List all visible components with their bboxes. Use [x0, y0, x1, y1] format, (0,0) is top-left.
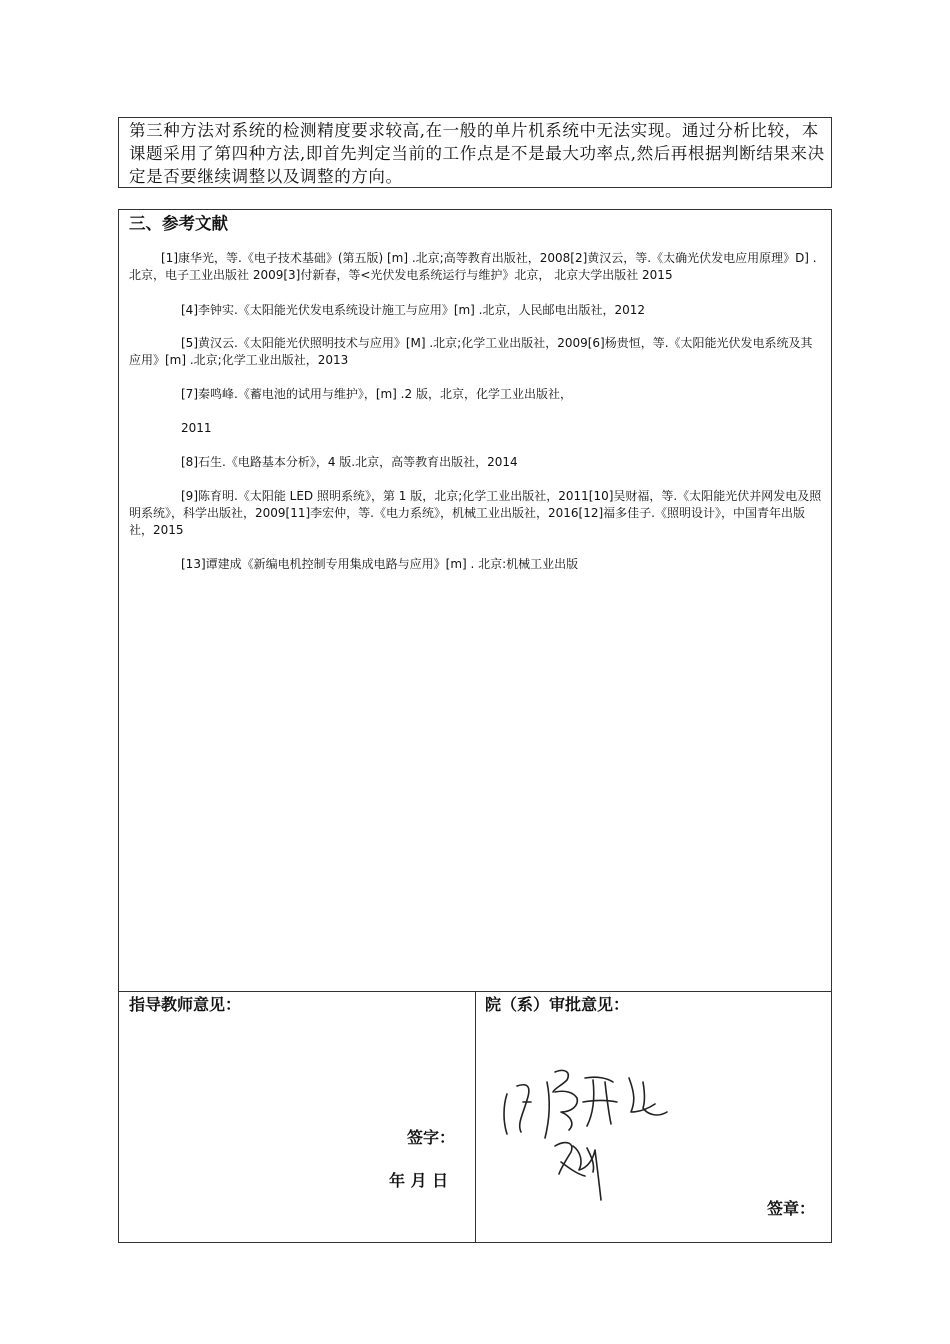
intro-paragraph-box	[118, 117, 832, 188]
signature-label: 签字：	[407, 1128, 456, 1147]
date-label: 年 月 日	[389, 1171, 449, 1190]
advisor-opinion-label: 指导教师意见：	[129, 995, 242, 1014]
reference-entry: [8]石生.《电路基本分析》，4 版.北京，高等教育出版社，2014	[181, 455, 518, 469]
reference-entry: [1]康华光，等.《电子技术基础》(第五版) [m] .北京;高等教育出版社，2008[2]黄汉云，等.《太确光伏发电应用原理》D] .北京，电子工业出版社 2009[3]付新春，等<光伏发电系统运行与维护》北京， 北京大学出版社 2015	[129, 251, 817, 282]
reference-entry: [4]李钟实.《太阳能光伏发电系统设计施工与应用》[m] .北京，人民邮电出版社，2012	[181, 303, 646, 317]
opinion-column-divider	[475, 991, 476, 1242]
intro-paragraph: 第三种方法对系统的检测精度要求较高,在一般的单片机系统中无法实现。通过分析比较，本课题采用了第四种方法,即首先判定当前的工作点是不是最大功率点,然后再根据判断结果来决定是否要继续调整以及调整的方向。	[129, 121, 825, 186]
reference-entry: [9]陈育明.《太阳能 LED 照明系统》，第 1 版，北京;化学工业出版社，2011[10]吴财福，等.《太阳能光伏并网发电及照明系统》，科学出版社，2009[11]李宏仲，等.《电力系统》，机械工业出版社，2016[12]福多佳子.《照明设计》，中国青年出版社，2015	[129, 489, 822, 537]
reference-entry: [5]黄汉云.《太阳能光伏照明技术与应用》[M] .北京;化学工业出版社，2009[6]杨贵恒，等.《太阳能光伏发电系统及其应用》[m] .北京;化学工业出版社，2013	[129, 336, 813, 367]
handwritten-signature	[495, 1042, 675, 1202]
department-approval-label: 院（系）审批意见：	[485, 995, 630, 1014]
reference-entry: [7]秦鸣峰.《蓄电池的试用与维护》，[m] .2 版，北京，化学工业出版社，	[181, 387, 572, 401]
reference-entry: 2011	[181, 421, 212, 435]
reference-entry: [13]谭建成《新编电机控制专用集成电路与应用》[m] . 北京:机械工业出版	[181, 557, 579, 571]
references-heading: 三、参考文献	[129, 214, 228, 233]
references-form-box	[118, 209, 832, 1243]
seal-label: 签章：	[767, 1199, 816, 1218]
